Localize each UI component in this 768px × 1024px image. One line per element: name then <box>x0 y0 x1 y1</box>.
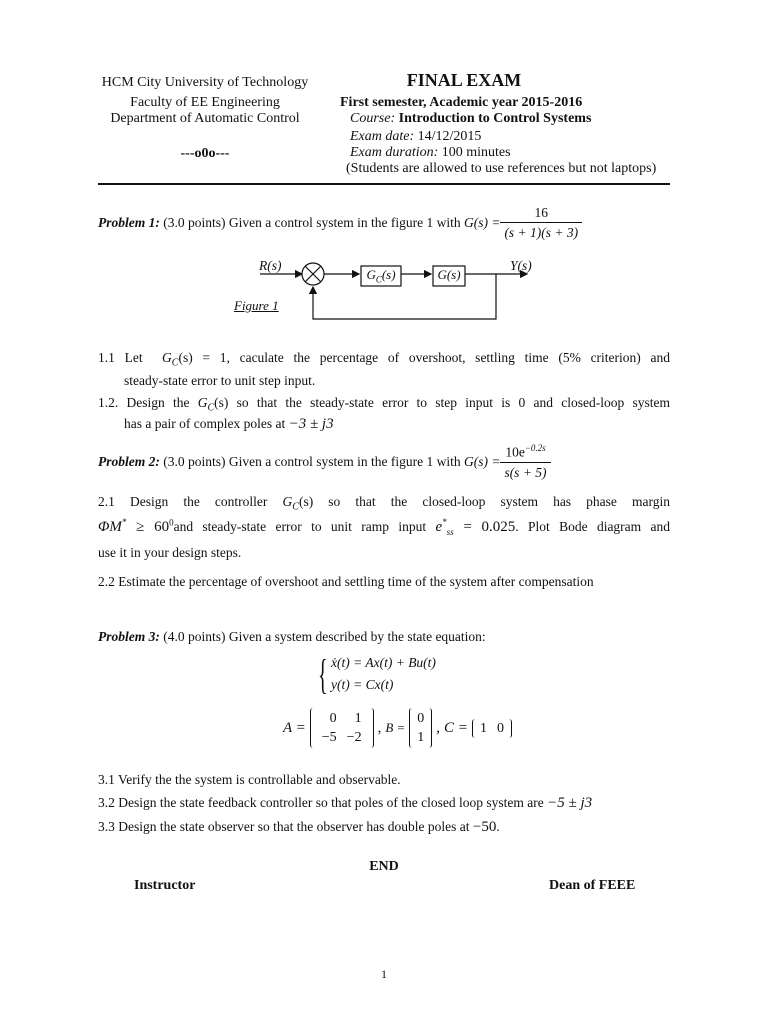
question-3-2: 3.2 Design the state feedback controller so that poles of the closed loop system are −5 ± j3 <box>98 795 593 811</box>
university-name: HCM City University of Technology <box>101 75 309 90</box>
exam-date-value: 14/12/2015 <box>417 129 482 144</box>
semester-line: First semester, Academic year 2015-2016 <box>340 95 583 110</box>
course-label: Course: <box>350 111 396 126</box>
matrix-a: 0 1 −5 −2 <box>310 708 374 748</box>
problem-1-intro: (3.0 points) Given a control system in the figure 1 with <box>163 215 461 230</box>
problem-1-statement <box>98 203 582 243</box>
problem-2-transfer-lhs: G(s) = <box>463 454 501 469</box>
figure-output-label: Y(s) <box>510 258 532 273</box>
problem-2-title: Problem 2: <box>98 454 160 469</box>
exam-title: FINAL EXAM <box>406 70 522 90</box>
question-2-1-line-3: use it in your design steps. <box>98 545 242 560</box>
question-1-2-line-2: has a pair of complex poles at −3 ± j3 <box>124 416 334 432</box>
question-3-1: 3.1 Verify the the system is controllable and observable. <box>98 772 401 787</box>
question-1-1-line-1: 1.1 Let $G_C(s) = 1$, caculate the percentage of overshoot, settling time (5% criterion) and <box>98 350 670 369</box>
problem-2-transfer-fraction: $\frac{10e^{-0.2s}}{s(s + 5)}$ <box>500 443 550 481</box>
exam-date-label: Exam date: <box>350 129 415 144</box>
question-2-1-line-1: 2.1 Design the controller $G_C(s)$ so that the closed-loop system has phase margin <box>98 494 671 513</box>
problem-1-denominator: (s + 1)(s + 3) <box>504 225 579 240</box>
question-1-2-line-1: 1.2. Design the $G_C(s)$ so that the steady-state error to step input is 0 and closed-loop system <box>98 395 670 414</box>
matrix-b: 0 1 <box>409 708 432 748</box>
matrix-c-label: C = <box>444 719 468 736</box>
problem-1-title: Problem 1: <box>98 215 160 230</box>
feedback-path <box>313 274 496 319</box>
department-name: Department of Automatic Control <box>110 111 300 126</box>
problem-1-transfer-fraction <box>500 205 582 241</box>
figure-input-label: R(s) <box>259 258 282 273</box>
header-separator: ---o0o--- <box>180 146 230 161</box>
course-value: Introduction to Control Systems <box>398 111 592 126</box>
figure-1-caption: Figure 1 <box>234 298 279 313</box>
exam-note: (Students are allowed to use references but not laptops) <box>346 161 657 176</box>
state-equation-1: ẋ(t) = Ax(t) + Bu(t) <box>331 655 436 670</box>
question-2-1-line-2: $\Phi M^* \ge 60^0and$ steady-state error to unit ramp input $e^*_{ss} = 0.025$. Plot Bode diagram and <box>98 517 671 537</box>
exam-duration-line <box>350 145 511 161</box>
question-1-2-poles: −3 ± j3 <box>288 416 334 432</box>
problem-3-intro: (4.0 points) Given a system described by the state equation: <box>163 629 486 644</box>
question-2-2: 2.2 Estimate the percentage of overshoot and settling time of the system after compensation <box>98 574 594 589</box>
problem-2-statement <box>98 440 551 484</box>
question-1-1-line-2: steady-state error to unit step input. <box>124 373 316 388</box>
matrix-b-label: B = <box>385 720 406 735</box>
problem-3-title: Problem 3: <box>98 629 160 644</box>
problem-3-statement <box>98 629 486 645</box>
exam-duration-label: Exam duration: <box>350 145 439 160</box>
controller-block-label: $G_C(s)$ <box>366 267 396 285</box>
faculty-name: Faculty of EE Engineering <box>130 95 280 110</box>
end-marker: END <box>369 859 399 874</box>
question-3-3: 3.3 Design the state observer so that the observer has double poles at −50. <box>98 819 500 835</box>
state-matrices: A = 0 1 −5 −2 , B = 0 1 , C = 1 0 <box>283 706 512 750</box>
problem-1-transfer-lhs: G(s) = <box>463 215 501 230</box>
figure-1-block-diagram <box>255 255 545 327</box>
matrix-c: 1 0 <box>472 719 512 738</box>
matrix-a-label: A = <box>283 719 306 736</box>
question-3-2-poles: −5 ± j3 <box>547 795 593 811</box>
problem-2-intro: (3.0 points) Given a control system in the figure 1 with <box>163 454 461 469</box>
instructor-signature-label: Instructor <box>134 878 196 893</box>
dean-signature-label: Dean of FEEE <box>549 878 636 893</box>
state-equation-2: y(t) = Cx(t) <box>331 677 394 692</box>
problem-1-numerator: 16 <box>500 205 582 223</box>
question-3-3-pole: −50 <box>472 819 497 835</box>
state-equation-brace: { <box>318 653 328 700</box>
plant-block-label: G(s) <box>437 267 461 282</box>
course-line <box>350 111 591 127</box>
header-rule <box>98 183 670 185</box>
exam-date-line <box>350 129 481 145</box>
page-number: 1 <box>381 967 387 981</box>
exam-duration-value: 100 minutes <box>441 145 511 160</box>
summing-junction <box>302 263 324 285</box>
